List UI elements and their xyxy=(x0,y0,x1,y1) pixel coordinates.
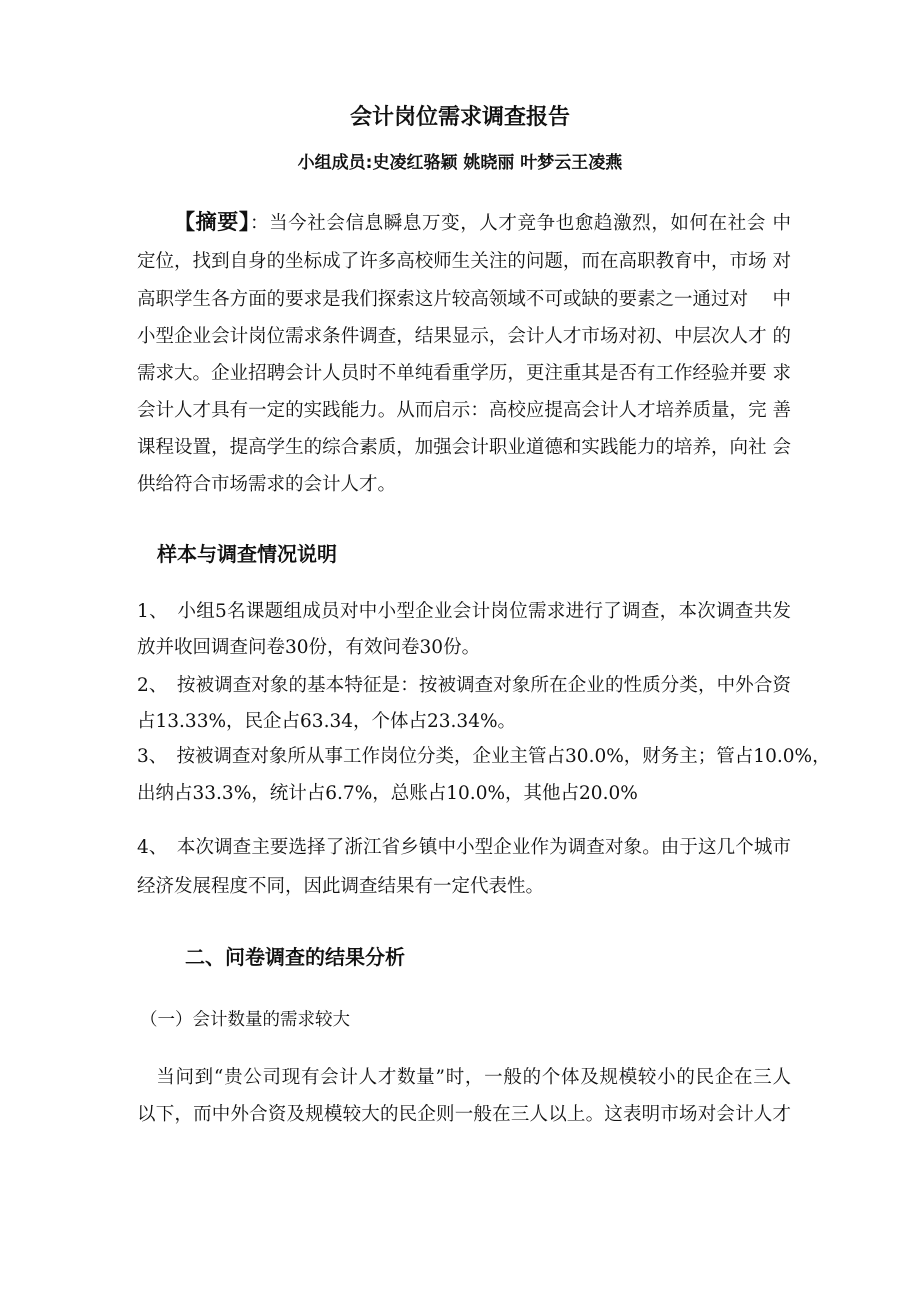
section-line: 占13.33%，民企占63.34，个体占23.34%。 xyxy=(137,711,517,732)
section-heading: 样本与调查情况说明 xyxy=(157,542,337,566)
abstract-label: 【摘要】 xyxy=(174,210,250,234)
section-line: 出纳占33.3%，统计占6.7%，总账占10.0%，其他占20.0% xyxy=(137,783,638,804)
subsection-heading: （一）会计数量的需求较大 xyxy=(140,1010,350,1030)
section-line: 经济发展程度不同，因此调查结果有一定代表性。 xyxy=(137,876,545,897)
abstract-line: 供给符合市场需求的会计人才。 xyxy=(137,474,397,495)
abstract-line: 需求大。企业招聘会计人员时不单纯看重学历，更注重其是否有工作经验并要 求 xyxy=(137,363,791,384)
section-line: 4、 本次调查主要选择了浙江省乡镇中小型企业作为调查对象。由于这几个城市 xyxy=(137,837,791,858)
section-line: 2、 按被调查对象的基本特征是：按被调查对象所在企业的性质分类，中外合资 xyxy=(137,675,791,696)
abstract-line: 定位，找到自身的坐标成了许多高校师生关注的问题，而在高职教育中，市场 对 xyxy=(137,251,791,272)
section-line: 放并收回调查问卷30份，有效问卷30份。 xyxy=(137,637,481,658)
section-line: 3、 按被调查对象所从事工作岗位分类，企业主管占30.0%，财务主；管占10.0%， xyxy=(137,746,831,767)
document-title: 会计岗位需求调查报告 xyxy=(349,105,570,130)
group-members: 小组成员:史凌红骆颖 姚晓丽 叶梦云王凌燕 xyxy=(297,153,623,173)
paragraph-line: 以下，而中外合资及规模较大的民企则一般在三人以上。这表明市场对会计人才 xyxy=(137,1104,791,1125)
abstract-line: 小型企业会计岗位需求条件调查，结果显示，会计人才市场对初、中层次人才 的 xyxy=(137,326,791,347)
abstract-line: 课程设置，提高学生的综合素质，加强会计职业道德和实践能力的培养，向社 会 xyxy=(137,437,791,458)
abstract-line: 高职学生各方面的要求是我们探索这片较高领域不可或缺的要素之一通过对 中 xyxy=(137,289,791,310)
paragraph-line: 当问到“贵公司现有会计人才数量”时，一般的个体及规模较小的民企在三人 xyxy=(137,1067,791,1088)
abstract-line: 会计人才具有一定的实践能力。从而启示：高校应提高会计人才培养质量，完 善 xyxy=(137,400,791,421)
abstract-line: 【摘要】：当今社会信息瞬息万变，人才竞争也愈趋激烈，如何在社会 中 xyxy=(174,210,791,234)
section-line: 1、 小组5名课题组成员对中小型企业会计岗位需求进行了调查，本次调查共发 xyxy=(137,601,791,622)
section-heading: 二、问卷调查的结果分析 xyxy=(185,945,405,969)
